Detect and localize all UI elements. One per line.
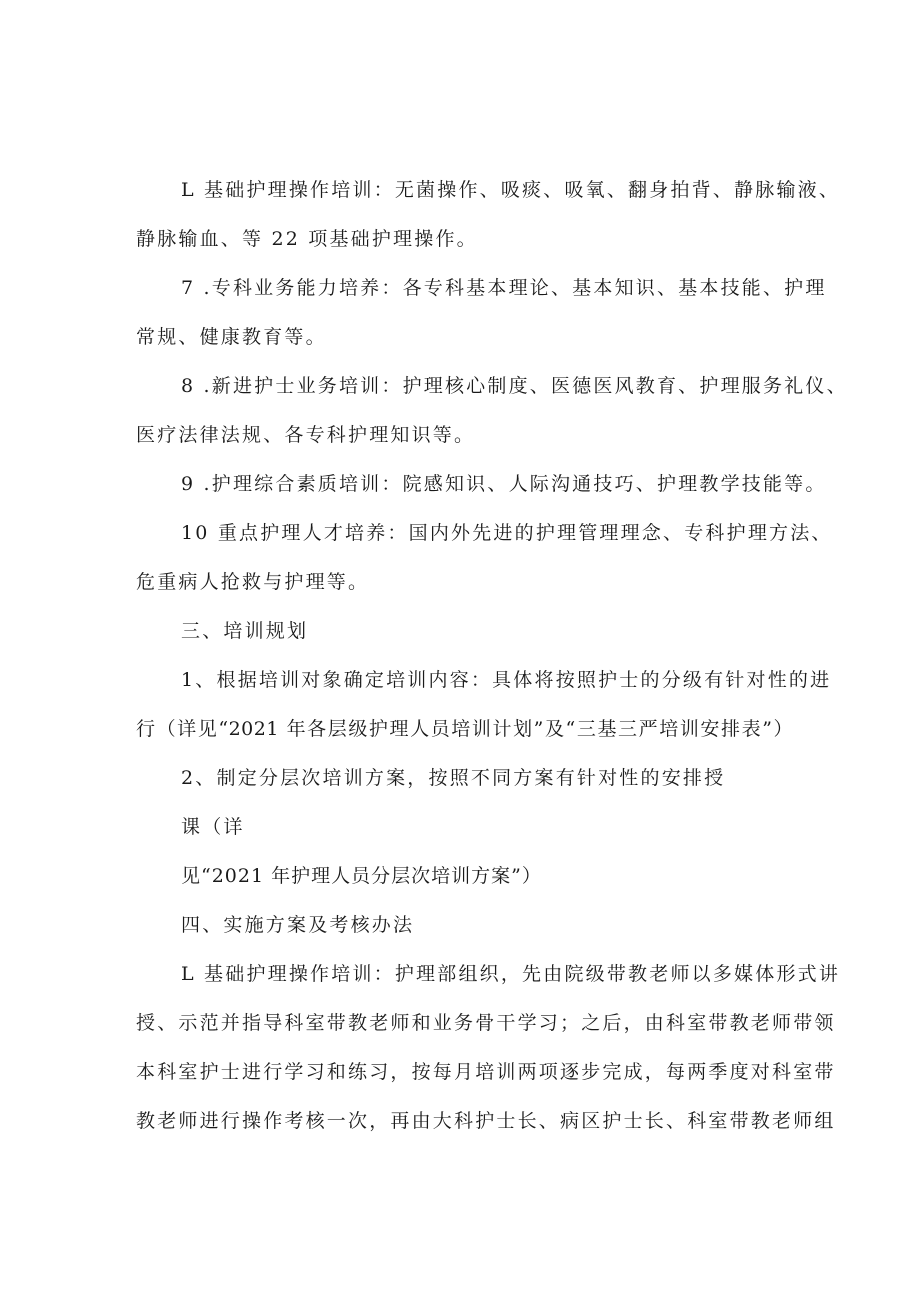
section-heading: 三、培训规划 xyxy=(181,620,309,642)
text-line: 常规、健康教育等。 xyxy=(136,326,327,348)
text-line: 1、根据培训对象确定培训内容：具体将按照护士的分级有针对性的进 xyxy=(181,669,832,691)
text-line: 医疗法律法规、各专科护理知识等。 xyxy=(136,424,476,446)
text-line: 2、制定分层次培训方案，按照不同方案有针对性的安排授 xyxy=(181,767,726,789)
text-line: 行（详见“2021 年各层级护理人员培训计划”及“三基三严培训安排表”） xyxy=(136,718,793,740)
text-line: 8 .新进护士业务培训：护理核心制度、医德医风教育、护理服务礼仪、 xyxy=(181,375,848,397)
text-line: L 基础护理操作培训：无菌操作、吸痰、吸氧、翻身拍背、静脉输液、 xyxy=(181,179,841,201)
text-line: 10 重点护理人才培养：国内外先进的护理管理理念、专科护理方法、 xyxy=(181,522,833,544)
text-line: 9 .护理综合素质培训：院感知识、人际沟通技巧、护理教学技能等。 xyxy=(181,473,827,495)
text-line: 静脉输血、等 22 项基础护理操作。 xyxy=(136,228,478,250)
text-line: 课（详 xyxy=(181,816,245,838)
text-line: 危重病人抢救与护理等。 xyxy=(136,571,370,593)
text-line: 授、示范并指导科室带教老师和业务骨干学习；之后，由科室带教老师带领 xyxy=(136,1012,836,1034)
text-line: 见“2021 年护理人员分层次培训方案”） xyxy=(181,865,542,887)
text-line: 教老师进行操作考核一次，再由大科护士长、病区护士长、科室带教老师组 xyxy=(136,1110,836,1132)
text-line: 7 .专科业务能力培养：各专科基本理论、基本知识、基本技能、护理 xyxy=(181,277,827,299)
text-line: L 基础护理操作培训：护理部组织，先由院级带教老师以多媒体形式讲 xyxy=(181,963,841,985)
section-heading: 四、实施方案及考核办法 xyxy=(181,914,415,936)
text-line: 本科室护士进行学习和练习，按每月培训两项逐步完成，每两季度对科室带 xyxy=(136,1061,836,1083)
